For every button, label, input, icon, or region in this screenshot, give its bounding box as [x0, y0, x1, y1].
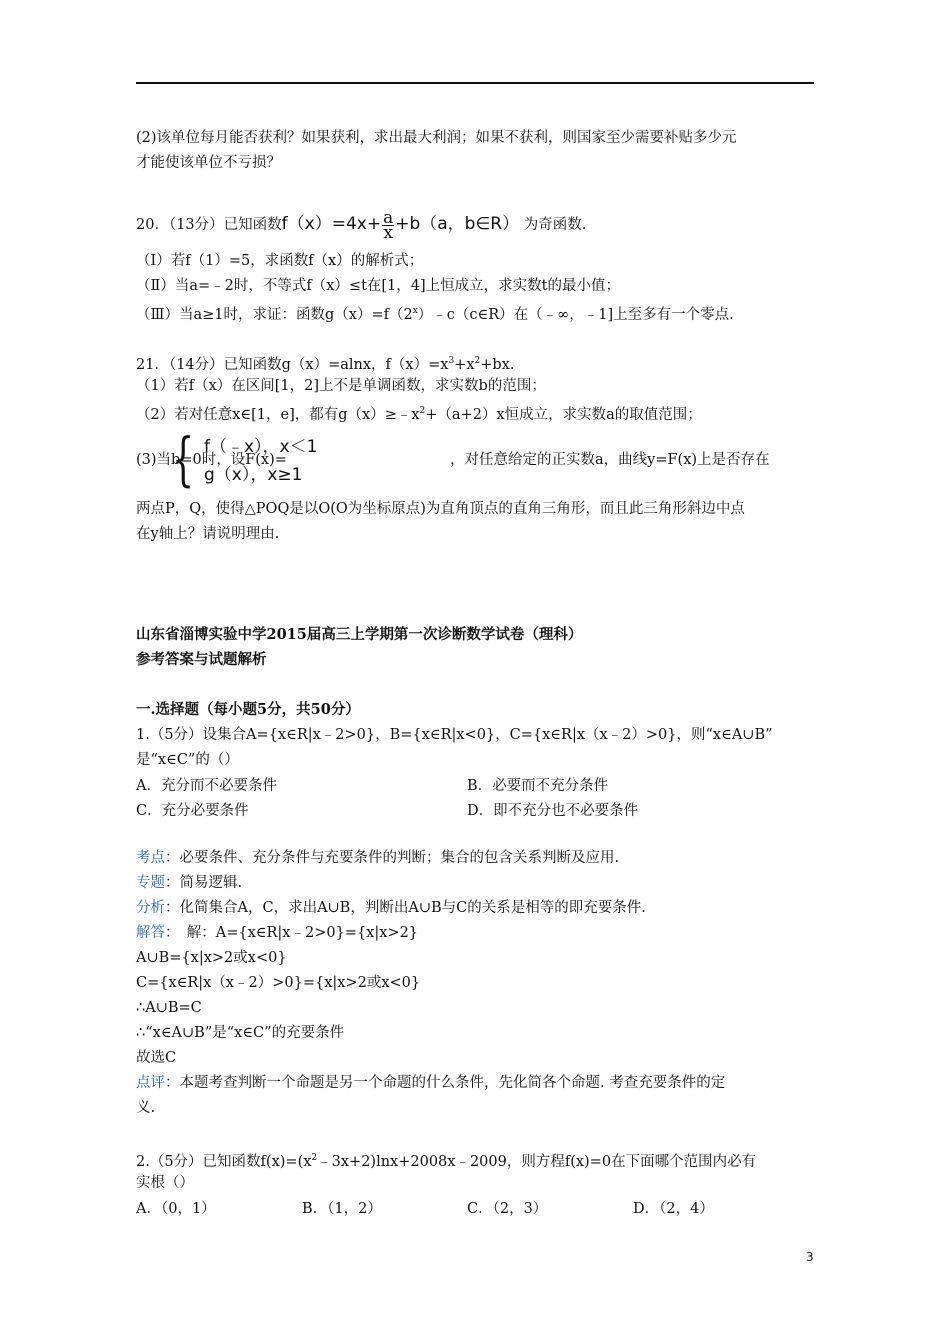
- fenxi-line: [136, 898, 646, 918]
- piecewise-case1: f（﹣x），x＜1: [204, 437, 318, 457]
- q20-intro: [136, 207, 587, 243]
- kaodian-text: ：必要条件、充分条件与充要条件的判断；集合的包含关系判断及应用.: [165, 850, 620, 866]
- dianping-text: ：本题考查判断一个命题是另一个命题的什么条件，先化简各个命题. 考查充要条件的定: [165, 1075, 726, 1091]
- q21-part2-sup: 2: [419, 406, 426, 416]
- dianping-line: [136, 1073, 725, 1093]
- zhuanti-line: [136, 873, 242, 893]
- dianping-line2: 义.: [136, 1100, 156, 1116]
- q21-intro-b: +x: [454, 356, 475, 373]
- fenxi-label: 分析: [136, 900, 165, 916]
- q21-part3-suffix: ，对任意给定的正实数a，曲线y=F(x)上是否存在: [450, 452, 770, 468]
- q21-intro-sup2: 2: [474, 356, 481, 366]
- q21-part3-line3: 在y轴上？请说明理由.: [136, 526, 280, 542]
- q20-part3-sup: x: [412, 306, 418, 316]
- q20-func-right: +b（a，b∈R）: [395, 214, 520, 234]
- jieda-label: 解答: [136, 925, 165, 941]
- q2-line2: 实根（）: [136, 1175, 194, 1191]
- q20-func-left: f（x）=4x+: [281, 214, 382, 234]
- dianping-label: 点评: [136, 1075, 165, 1091]
- q20-fraction: [382, 207, 394, 243]
- q20-part2: （Ⅱ）当a=﹣2时，不等式f（x）≤t在[1，4]上恒成立，求实数t的最小值；: [136, 278, 620, 294]
- q21-part2-a: （2）若对任意x∈[1，e]，都有g（x）≥﹣x: [136, 406, 420, 423]
- solution-line3: C={x∈R|x（x﹣2）>0}={x|x>2或x<0}: [136, 975, 421, 991]
- q1-option-c: C．充分必要条件: [136, 803, 249, 819]
- q21-intro-sup1: 3: [448, 356, 455, 366]
- solution-line5: ∴“x∈A∪B”是“x∈C”的充要条件: [136, 1025, 345, 1041]
- jieda-line: [136, 923, 418, 943]
- page-number: 3: [806, 1250, 814, 1264]
- q20-intro-before: 20．（13分）已知函数: [136, 217, 282, 233]
- q20-frac-den: x: [383, 222, 393, 243]
- piecewise-case2: g（x），x≥1: [204, 465, 303, 485]
- fenxi-text: ：化简集合A，C，求出A∪B，判断出A∪B与C的关系是相等的即充要条件.: [165, 900, 646, 916]
- q1-option-a: A．充分而不必要条件: [136, 778, 277, 794]
- kaodian-line: [136, 848, 619, 868]
- solution-line4: ∴A∪B=C: [136, 1000, 202, 1016]
- answer-title: 山东省淄博实验中学2015届高三上学期第一次诊断数学试卷（理科）: [136, 626, 583, 643]
- q21-intro-a: 21．（14分）已知函数g（x）=alnx，f（x）=x: [136, 356, 449, 373]
- section1-heading: 一.选择题（每小题5分，共50分）: [136, 701, 360, 718]
- q21-intro: [136, 351, 514, 375]
- q2-line1-sup: 2: [311, 1153, 318, 1163]
- q2-option-d: D．（2，4）: [633, 1201, 714, 1217]
- q20-frac-num: a: [383, 207, 394, 228]
- header-rule: [136, 82, 814, 84]
- q19-line1: (2)该单位每月能否获利？如果获利，求出最大利润；如果不获利，则国家至少需要补贴多少元: [136, 130, 737, 146]
- q2-option-b: B．（1，2）: [302, 1201, 382, 1217]
- piecewise-brace: {: [172, 425, 195, 493]
- q2-line1: [136, 1148, 756, 1172]
- q2-option-c: C．（2，3）: [467, 1201, 548, 1217]
- q21-part3-line2: 两点P，Q，使得△POQ是以O(O为坐标原点)为直角顶点的直角三角形，而且此三角形斜边中点: [136, 501, 745, 517]
- q1-option-b: B．必要而不充分条件: [467, 778, 609, 794]
- zhuanti-label: 专题: [136, 875, 165, 891]
- zhuanti-text: ：简易逻辑.: [165, 875, 243, 891]
- q2-line1-b: ﹣3x+2)lnx+2008x﹣2009，则方程f(x)=0在下面哪个范围内必有: [317, 1153, 757, 1170]
- q2-line1-a: 2.（5分）已知函数f(x)=(x: [136, 1153, 312, 1170]
- jieda-text: ： 解：A={x∈R|x﹣2>0}={x|x>2}: [165, 925, 419, 941]
- q20-part3: [136, 301, 734, 325]
- q1-option-d: D．即不充分也不必要条件: [467, 803, 639, 819]
- q1-line2: 是“x∈C”的（）: [136, 752, 239, 768]
- q20-part3-b: ）﹣c（c∈R）在（﹣∞，﹣1]上至多有一个零点.: [417, 306, 734, 323]
- q1-line1: 1.（5分）设集合A={x∈R|x﹣2>0}，B={x∈R|x<0}，C={x∈R|x（x﹣2）>0}，则“x∈A∪B”: [136, 727, 773, 743]
- answer-subtitle: 参考答案与试题解析: [136, 651, 267, 668]
- q21-part2: [136, 401, 702, 425]
- q20-part3-a: （Ⅲ）当a≥1时，求证：函数g（x）=f（2: [136, 306, 413, 323]
- q19-line2: 才能使该单位不亏损？: [136, 155, 281, 171]
- q21-intro-c: +bx.: [480, 356, 515, 373]
- q21-part1: （1）若f（x）在区间[1，2]上不是单调函数，求实数b的范围；: [136, 378, 546, 394]
- q20-intro-after: 为奇函数.: [523, 217, 587, 233]
- solution-line6: 故选C: [136, 1050, 177, 1066]
- q21-part3-prefix: (3)当b=0时，设F(x)=: [136, 452, 287, 468]
- q21-part2-b: +（a+2）x恒成立，求实数a的取值范围；: [425, 406, 702, 423]
- q2-option-a: A．（0，1）: [136, 1201, 216, 1217]
- q20-part1: （Ⅰ）若f（1）=5，求函数f（x）的解析式；: [136, 253, 424, 269]
- kaodian-label: 考点: [136, 850, 165, 866]
- solution-line2: A∪B={x|x>2或x<0}: [136, 950, 287, 966]
